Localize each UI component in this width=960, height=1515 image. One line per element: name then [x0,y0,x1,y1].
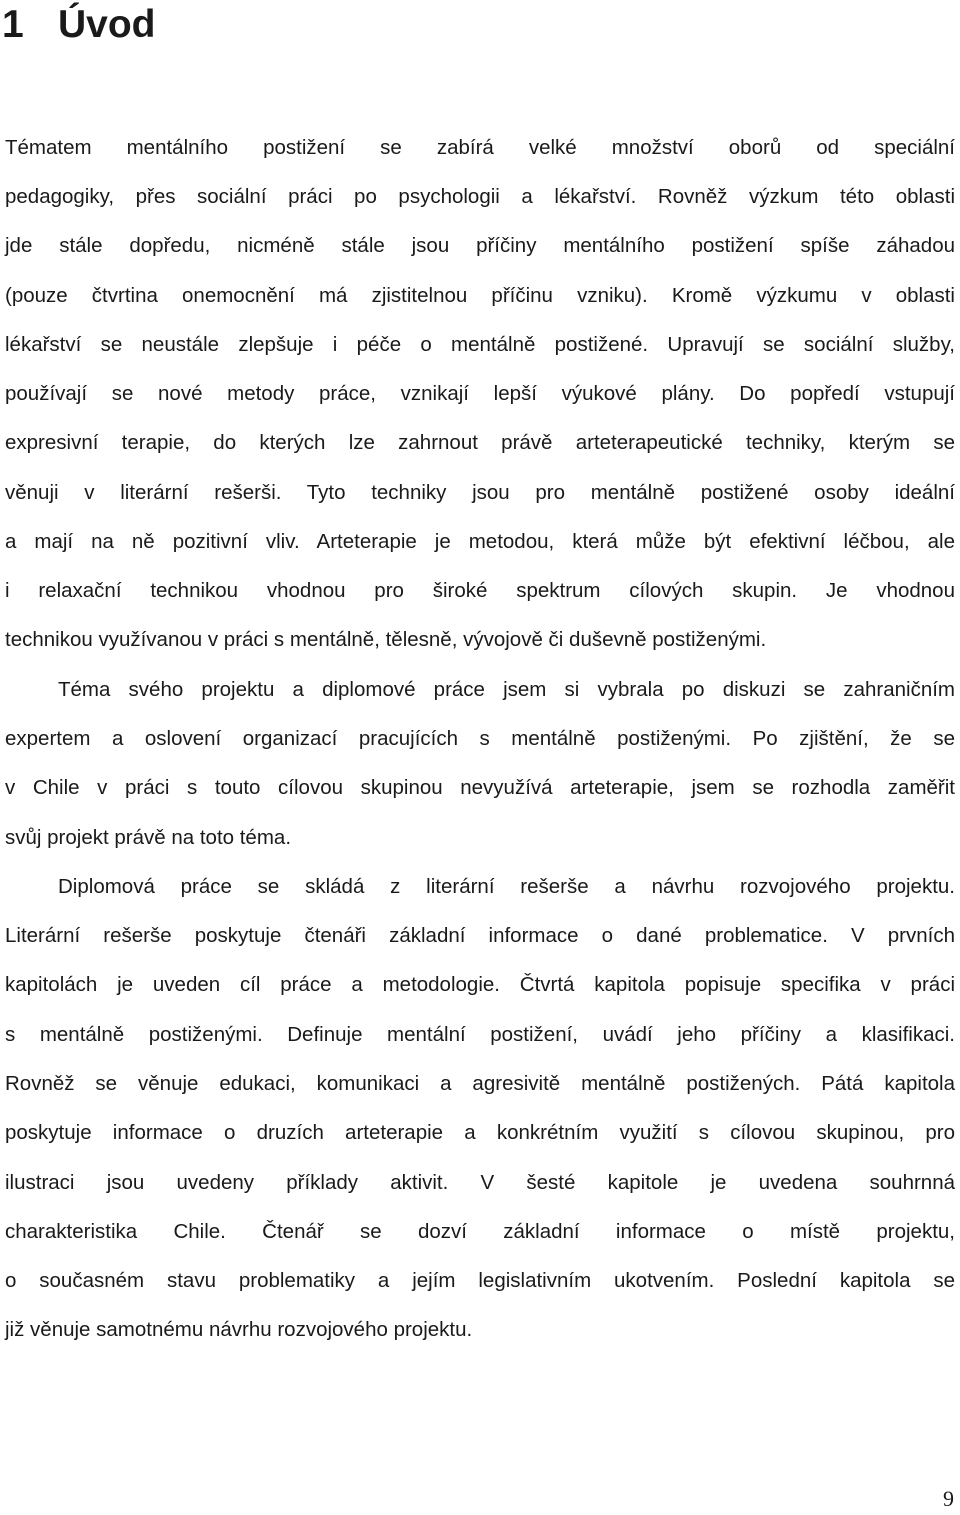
chapter-number: 1 [2,3,24,46]
text-line: Rovněž se věnuje edukaci, komunikaci a agresivitě mentálně postižených. Pátá kapitola [5,1072,955,1095]
text-line: s mentálně postiženými. Definuje mentální postižení, uvádí jeho příčiny a klasifikaci. [5,1023,955,1046]
text-line: svůj projekt právě na toto téma. [5,826,292,849]
text-line: charakteristika Chile. Čtenář se dozví základní informace o místě projektu, [5,1220,955,1243]
text-line: lékařství se neustále zlepšuje i péče o mentálně postižené. Upravují se sociální služby, [5,333,955,356]
text-line: pedagogiky, přes sociální práci po psychologii a lékařství. Rovněž výzkum této oblasti [5,185,955,208]
text-line: věnuji v literární rešerši. Tyto techniky jsou pro mentálně postižené osoby ideální [5,481,955,504]
text-line: Literární rešerše poskytuje čtenáři základní informace o dané problematice. V prvních [5,924,955,947]
text-line: ilustraci jsou uvedeny příklady aktivit. V šesté kapitole je uvedena souhrnná [5,1171,955,1194]
text-line: expresivní terapie, do kterých lze zahrnout právě arteterapeutické techniky, kterým se [5,431,955,454]
text-line: expertem a oslovení organizací pracujících s mentálně postiženými. Po zjištění, že se [5,727,955,750]
page-number: 9 [943,1486,954,1511]
text-line: technikou využívanou v práci s mentálně, tělesně, vývojově či duševně postiženými. [5,628,767,651]
text-line: v Chile v práci s touto cílovou skupinou nevyužívá arteterapie, jsem se rozhodla zaměřit [5,776,955,799]
text-line: používají se nové metody práce, vznikají lepší výukové plány. Do popředí vstupují [5,382,955,405]
text-line: již věnuje samotnému návrhu rozvojového projektu. [5,1318,473,1341]
chapter-title: Úvod [58,3,156,46]
chapter-heading [2,0,156,50]
text-line: Diplomová práce se skládá z literární rešerše a návrhu rozvojového projektu. [58,875,955,898]
text-line: Téma svého projektu a diplomové práce jsem si vybrala po diskuzi se zahraničním [58,678,955,701]
text-line: poskytuje informace o druzích arteterapie a konkrétním využití s cílovou skupinou, pro [5,1121,955,1144]
text-line: i relaxační technikou vhodnou pro široké spektrum cílových skupin. Je vhodnou [5,579,955,602]
text-line: jde stále dopředu, nicméně stále jsou příčiny mentálního postižení spíše záhadou [5,234,955,257]
text-line: kapitolách je uveden cíl práce a metodologie. Čtvrtá kapitola popisuje specifika v práci [5,973,955,996]
text-line: a mají na ně pozitivní vliv. Arteterapie je metodou, která může být efektivní léčbou, ale [5,530,955,553]
text-line: (pouze čtvrtina onemocnění má zjistitelnou příčinu vzniku). Kromě výzkumu v oblasti [5,284,955,307]
text-line: Tématem mentálního postižení se zabírá velké množství oborů od speciální [5,136,955,159]
text-line: o současném stavu problematiky a jejím legislativním ukotvením. Poslední kapitola se [5,1269,955,1292]
